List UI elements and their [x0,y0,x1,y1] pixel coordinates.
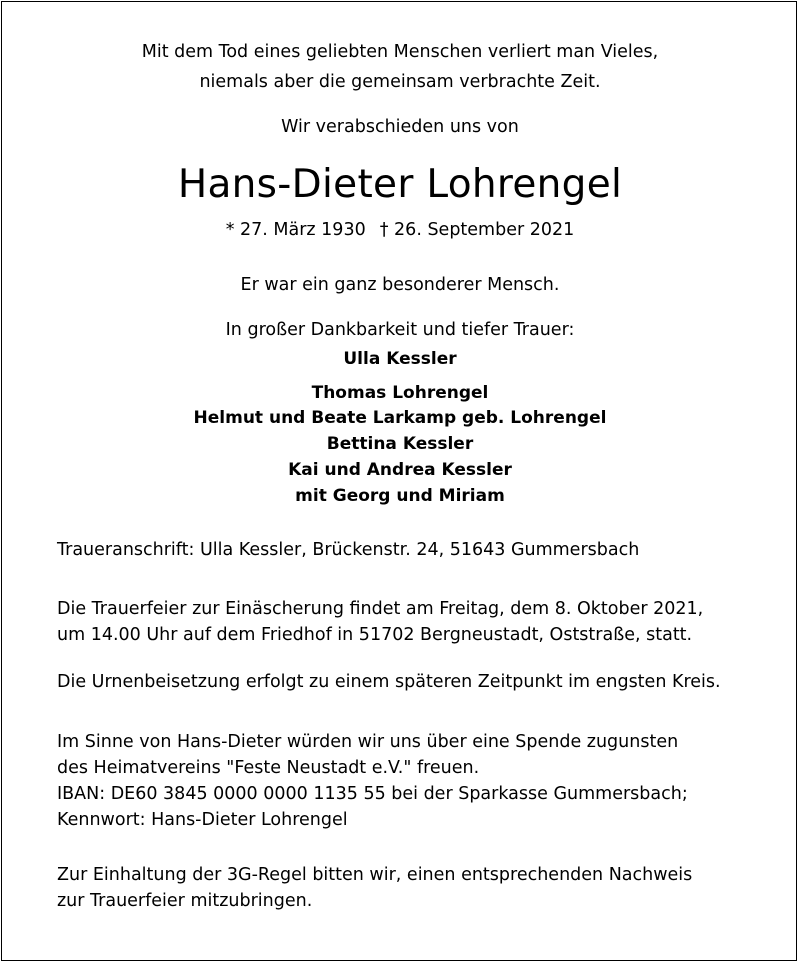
mourning-intro: In großer Dankbarkeit und tiefer Trauer: [225,320,575,340]
ceremony-line-1: Die Trauerfeier zur Einäscherung findet am Freitag, dem 8. Oktober 2021, [57,599,704,619]
mourner-name: Kai und Andrea Kessler [288,460,512,480]
covid-notice-line-1: Zur Einhaltung der 3G-Regel bitten wir, einen entsprechenden Nachweis [57,865,693,885]
farewell-intro: Wir verabschieden uns von [281,117,519,137]
mourner-name: Thomas Lohrengel [311,383,489,403]
donation-line-2: des Heimatvereins "Feste Neustadt e.V." freuen. [57,758,480,778]
death-date: 26. September 2021 [394,220,575,240]
donation-line-1: Im Sinne von Hans-Dieter würden wir uns über eine Spende zugunsten [57,732,679,752]
life-dates [0,218,800,243]
donation-iban: IBAN: DE60 3845 0000 0000 1135 55 bei der Sparkasse Gummersbach; [57,784,688,804]
mourner-name: Helmut und Beate Larkamp geb. Lohrengel [193,408,607,428]
mourner-name: Bettina Kessler [326,434,474,454]
mourning-address: Traueranschrift: Ulla Kessler, Brückenstr. 24, 51643 Gummersbach [57,540,640,560]
donation-keyword: Kennwort: Hans-Dieter Lohrengel [57,810,348,830]
covid-notice-line-2: zur Trauerfeier mitzubringen. [57,891,313,911]
birth-date: * 27. März 1930 [225,220,366,240]
tribute-text: Er war ein ganz besonderer Mensch. [240,275,560,295]
motto-line-2: niemals aber die gemeinsam verbrachte Zeit. [199,72,601,92]
deceased-name: Hans-Dieter Lohrengel [177,162,623,207]
motto-line-1: Mit dem Tod eines geliebten Menschen verliert man Vieles, [141,42,659,62]
mourner-name: mit Georg und Miriam [295,486,505,506]
mourner-name: Ulla Kessler [343,349,457,369]
urn-burial-text: Die Urnenbeisetzung erfolgt zu einem späteren Zeitpunkt im engsten Kreis. [57,672,721,692]
cross-symbol: † [379,220,389,240]
ceremony-line-2: um 14.00 Uhr auf dem Friedhof in 51702 Bergneustadt, Oststraße, statt. [57,625,693,645]
